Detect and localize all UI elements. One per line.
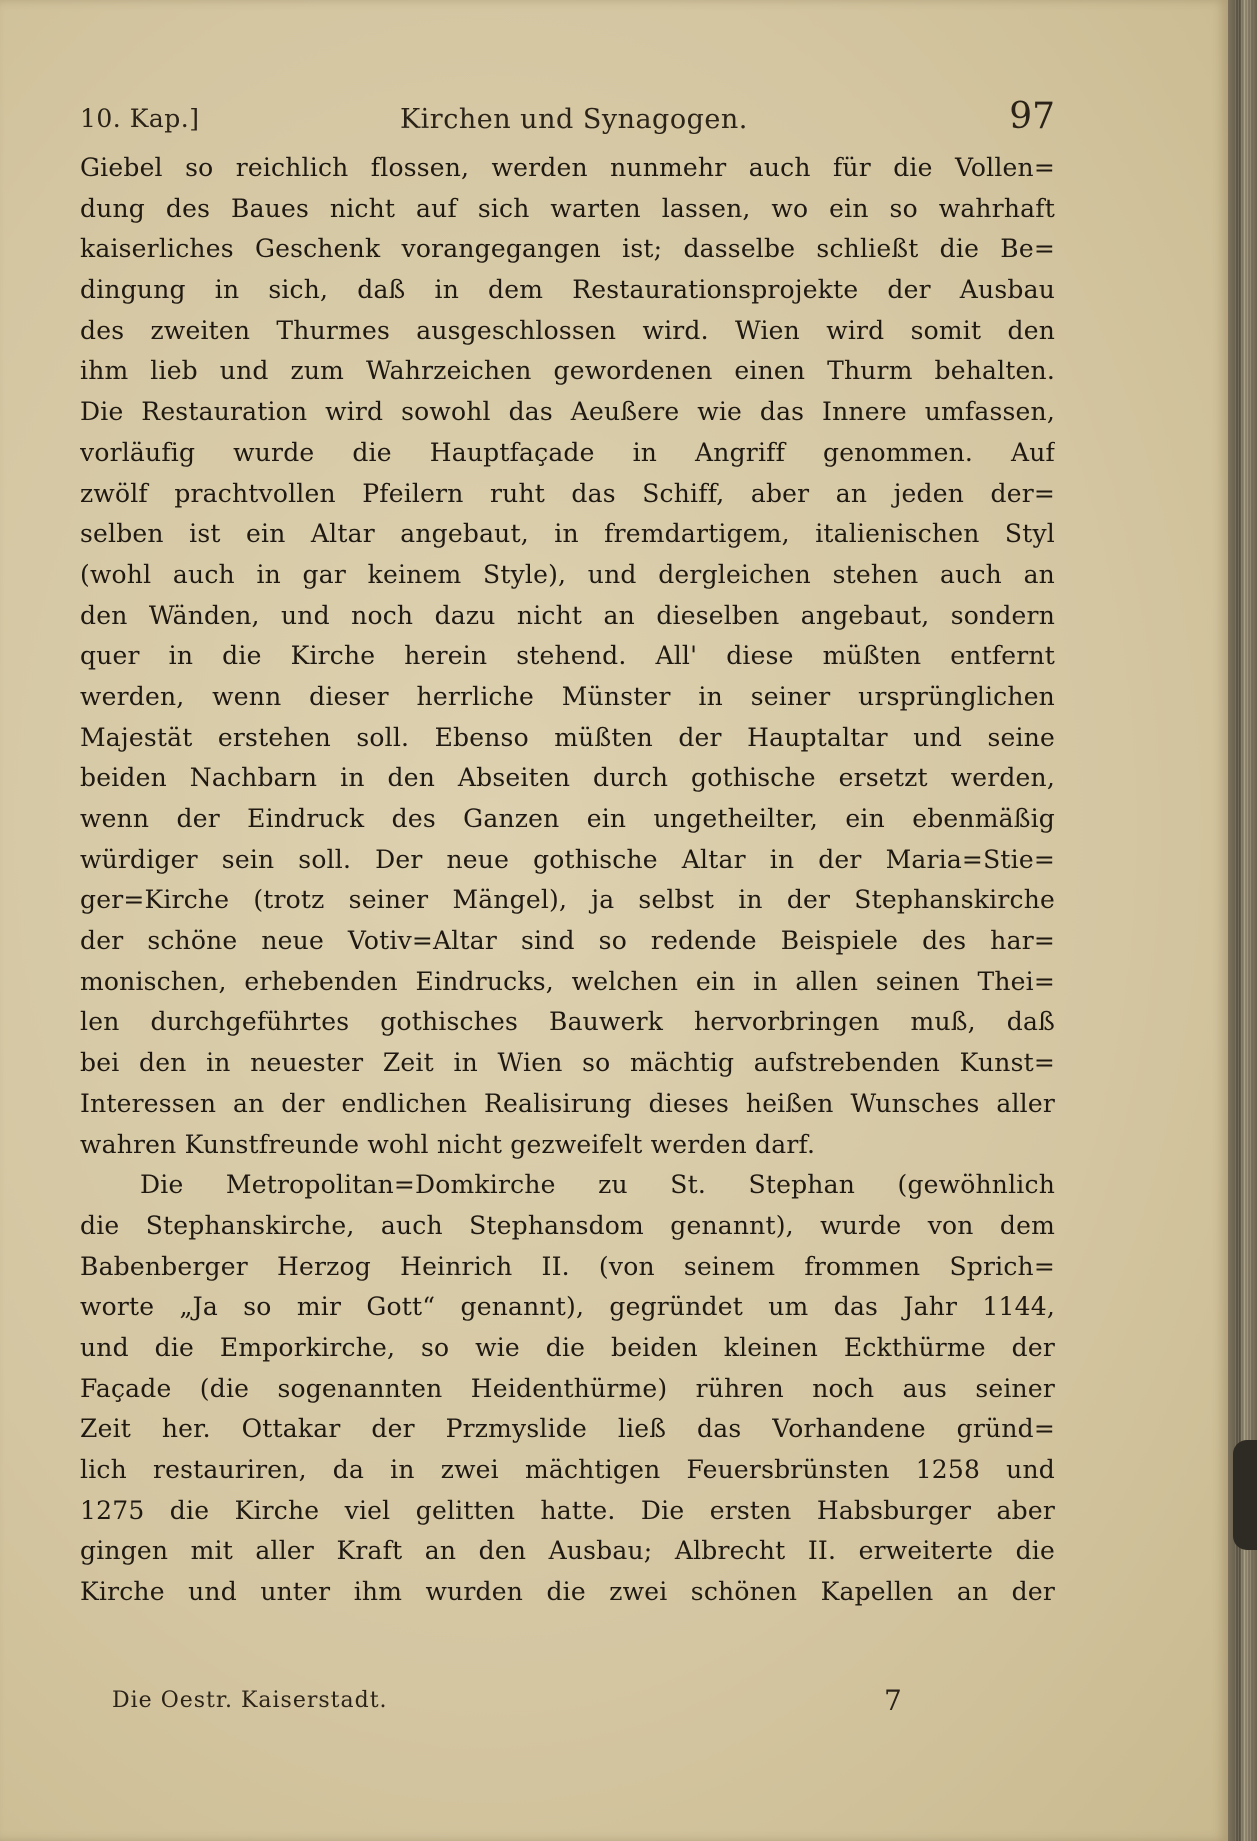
text-line: Interessen an der endlichen Realisirung dieses heißen Wunsches aller [80, 1088, 1055, 1118]
text-line: Zeit her. Ottakar der Przmyslide ließ das Vorhandene gründ= [80, 1414, 1055, 1444]
text-line: (wohl auch in gar keinem Style), und dergleichen stehen auch an [80, 559, 1055, 589]
text-line: monischen, erhebenden Eindrucks, welchen ein in allen seinen Thei= [80, 966, 1055, 996]
page-footer [112, 1682, 912, 1722]
text-line: bei den in neuester Zeit in Wien so mächtig aufstrebenden Kunst= [80, 1048, 1055, 1078]
text-line: zwölf prachtvollen Pfeilern ruht das Schiff, aber an jeden der= [80, 478, 1055, 508]
page-edge-texture [1235, 0, 1253, 1841]
text-line: und die Emporkirche, so wie die beiden kleinen Eckthürme der [80, 1332, 1055, 1362]
text-line: dingung in sich, daß in dem Restaurationsprojekte der Ausbau [80, 275, 1055, 305]
body-text [80, 148, 1055, 1613]
text-line: 1275 die Kirche viel gelitten hatte. Die ersten Habsburger aber [80, 1495, 1055, 1525]
text-line: gingen mit aller Kraft an den Ausbau; Albrecht II. erweiterte die [80, 1536, 1055, 1566]
text-line: beiden Nachbarn in den Abseiten durch gothische ersetzt werden, [80, 763, 1055, 793]
running-title: Kirchen und Synagogen. [400, 104, 748, 135]
text-line: Babenberger Herzog Heinrich II. (von seinem frommen Sprich= [80, 1251, 1055, 1281]
text-line: Façade (die sogenannten Heidenthürme) rühren noch aus seiner [80, 1373, 1055, 1403]
signature-mark: Die Oestr. Kaiserstadt. [112, 1688, 388, 1713]
text-line: Kirche und unter ihm wurden die zwei schönen Kapellen an der [80, 1577, 1055, 1607]
text-line: Die Restauration wird sowohl das Aeußere wie das Innere umfassen, [80, 397, 1055, 427]
running-head [80, 96, 1055, 136]
text-line: ihm lieb und zum Wahrzeichen gewordenen einen Thurm behalten. [80, 356, 1055, 386]
text-line: quer in die Kirche herein stehend. All' diese müßten entfernt [80, 641, 1055, 671]
text-line: wenn der Eindruck des Ganzen ein ungetheilter, ein ebenmäßig [80, 804, 1055, 833]
text-line: würdiger sein soll. Der neue gothische Altar in der Maria=Stie= [80, 844, 1055, 874]
text-line: lich restauriren, da in zwei mächtigen Feuersbrünsten 1258 und [80, 1455, 1055, 1484]
text-line: worte „Ja so mir Gott“ genannt), gegründet um das Jahr 1144, [80, 1292, 1055, 1322]
text-line: vorläufig wurde die Hauptfaçade in Angriff genommen. Auf [80, 437, 1055, 467]
text-line: werden, wenn dieser herrliche Münster in seiner ursprünglichen [80, 681, 1055, 711]
page-number: 97 [1009, 96, 1055, 137]
text-line: Giebel so reichlich flossen, werden nunmehr auch für die Vollen= [80, 153, 1055, 182]
sheet-number: 7 [884, 1684, 902, 1717]
page-edge [1228, 0, 1257, 1841]
text-line: Majestät erstehen soll. Ebenso müßten der Hauptaltar und seine [80, 722, 1055, 752]
chapter-label: 10. Kap.] [80, 104, 200, 133]
text-line: den Wänden, und noch dazu nicht an dieselben angebaut, sondern [80, 600, 1055, 630]
text-line: der schöne neue Votiv=Altar sind so redende Beispiele des har= [80, 926, 1055, 956]
text-line: wahren Kunstfreunde wohl nicht gezweifelt werden darf. [80, 1129, 816, 1159]
text-line: selben ist ein Altar angebaut, in fremdartigem, italienischen Styl [80, 519, 1055, 549]
text-line: dung des Baues nicht auf sich warten lassen, wo ein so wahrhaft [80, 193, 1055, 223]
binding-clip [1233, 1440, 1257, 1550]
text-line: ger=Kirche (trotz seiner Mängel), ja selbst in der Stephanskirche [80, 885, 1055, 915]
text-line: Die Metropolitan=Domkirche zu St. Stephan (gewöhnlich [140, 1170, 1055, 1200]
text-line: des zweiten Thurmes ausgeschlossen wird. Wien wird somit den [80, 315, 1055, 345]
text-line: die Stephanskirche, auch Stephansdom genannt), wurde von dem [80, 1210, 1055, 1240]
text-line: kaiserliches Geschenk vorangegangen ist; dasselbe schließt die Be= [80, 234, 1055, 264]
text-line: len durchgeführtes gothisches Bauwerk hervorbringen muß, daß [80, 1007, 1055, 1037]
